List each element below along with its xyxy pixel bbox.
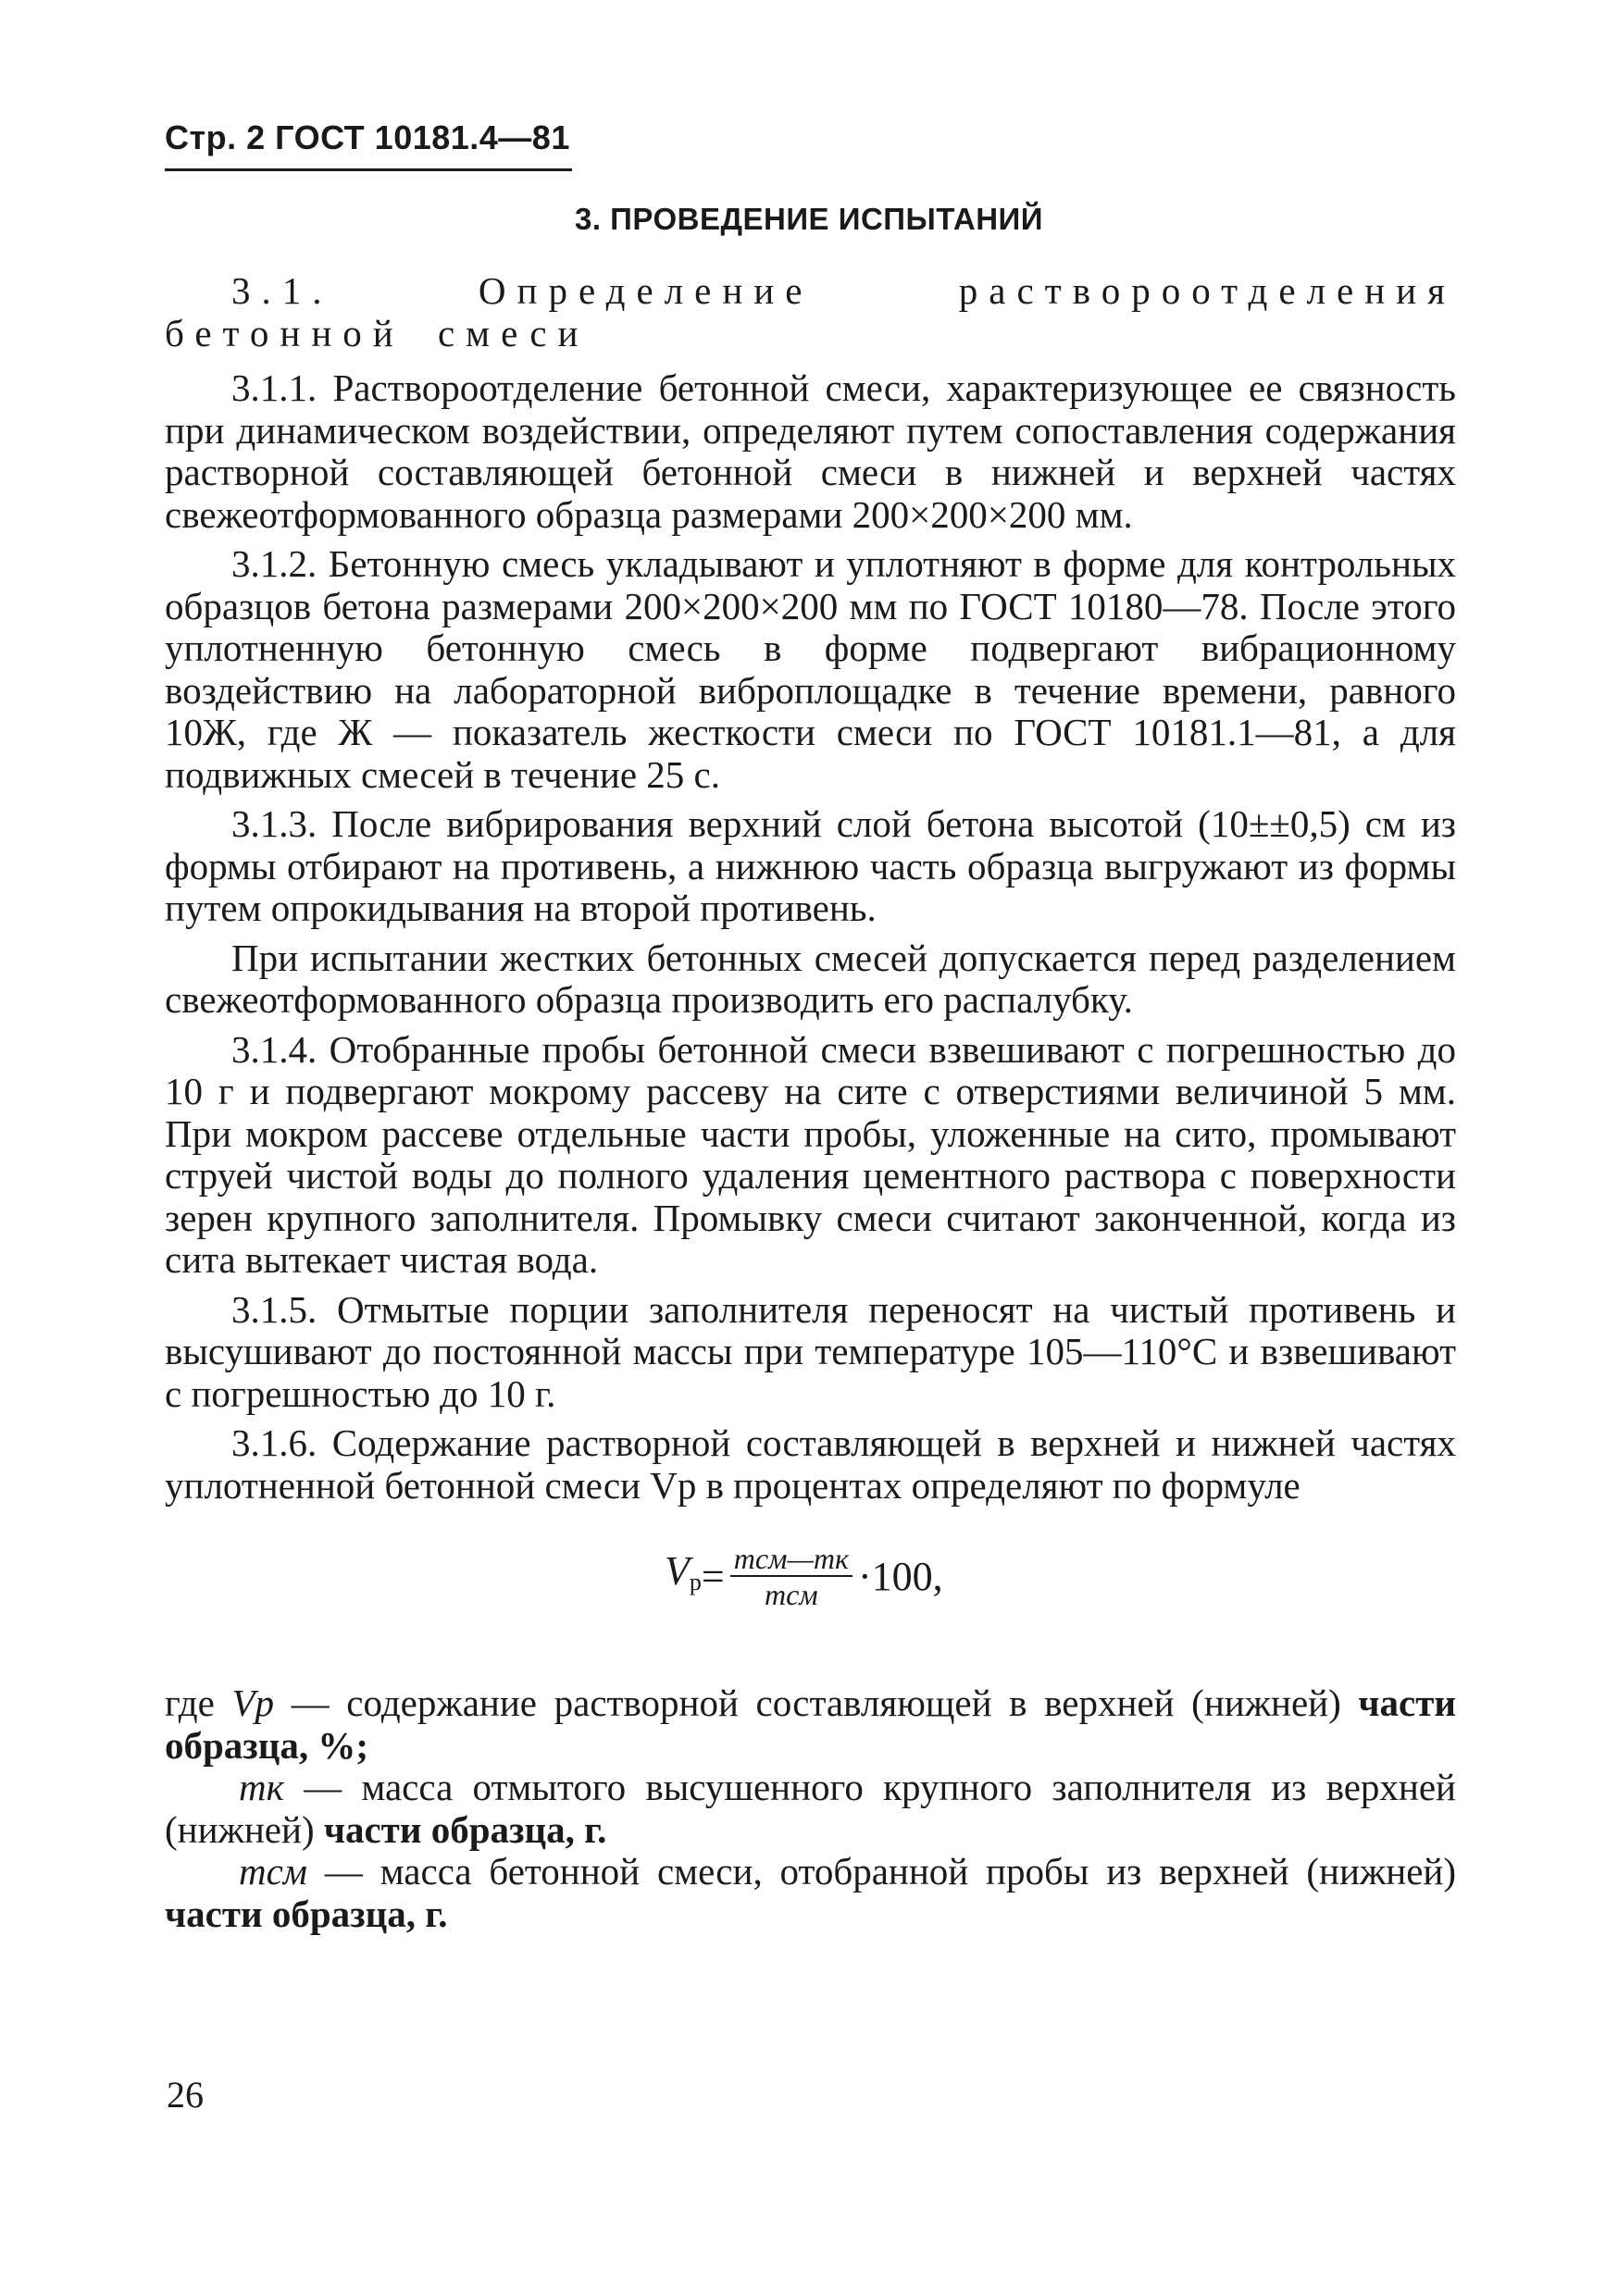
definition-msm: mсм — масса бетонной смеси, отобранной пробы из верхней (нижней) части образца, г. xyxy=(165,1850,1456,1935)
formula-lhs: $V_р$ xyxy=(665,1548,702,1596)
formula-tail: ·100, xyxy=(857,1554,943,1600)
section-title: 3. ПРОВЕДЕНИЕ ИСПЫТАНИЙ xyxy=(574,202,1043,236)
header-rule xyxy=(165,168,572,171)
formula xyxy=(665,1542,943,1612)
definition-vp: где Vр — содержание растворной составляющей в верхней (нижней) части образца, %; xyxy=(165,1682,1457,1767)
page-number: 26 xyxy=(167,2074,204,2116)
formula-equals: = xyxy=(701,1554,725,1600)
paragraph-3-1-3-note: При испытании жестких бетонных смесей допускается перед разделением свежеотформованного образца производить его распалубку. xyxy=(165,936,1456,1021)
paragraph-3-1-5: 3.1.5. Отмытые порции заполнителя переносят на чистый противень и высушивают до постоянной массы при температуре 105—110°С и взвешивают с погрешностью до 10 г. xyxy=(165,1287,1456,1415)
formula-fraction xyxy=(730,1542,853,1612)
paragraph-3-1-1: 3.1.1. Раствороотделение бетонной смеси, характеризующее ее связность при динамическом воздействии, определяют путем сопоставления содержания растворной составляющей бетонной смеси в нижней и верхней частях свежеотформованного образца размерами 200×200×200 мм. xyxy=(165,366,1456,536)
paragraph-3-1-2: 3.1.2. Бетонную смесь укладывают и уплотняют в форме для контрольных образцов бетона размерами 200×200×200 мм по ГОСТ 10180—78. После этого уплотненную бетонную смесь в форме подвергают вибрационному воздействию на лабораторной виброплощадке в течение времени, равного 10Ж, где Ж — показатель жесткости смеси по ГОСТ 10181.1—81, а для подвижных смесей в течение 25 с. xyxy=(165,542,1456,796)
paragraph-3-1-3: 3.1.3. После вибрирования верхний слой бетона высотой (10±±0,5) см из формы отбирают на противень, а нижнюю часть образца выгружают из формы путем опрокидывания на второй противень. xyxy=(165,802,1456,929)
body-text xyxy=(165,270,1456,1935)
formula-block xyxy=(165,1542,1456,1651)
running-title: Стр. 2 ГОСТ 10181.4—81 xyxy=(165,118,570,156)
paragraph-3-1-6: 3.1.6. Содержание растворной составляющей в верхней и нижней частях уплотненной бетонной смеси Vр в процентах определяют по формуле xyxy=(165,1421,1456,1507)
definition-mk: mк — масса отмытого высушенного крупного заполнителя из верхней (нижней) части образца, г. xyxy=(165,1766,1456,1851)
heading-3-1: 3.1. Определение раствороотделения бетонной смеси xyxy=(165,269,1456,354)
formula-denominator: mсм xyxy=(764,1578,818,1611)
paragraph-3-1-4: 3.1.4. Отобранные пробы бетонной смеси взвешивают с погрешностью до 10 г и подвергают мокрому рассеву на сите с отверстиями величиной 5 мм. При мокром рассеве отдельные части пробы, уложенные на сито, промывают струей чистой воды до полного удаления цементного раствора с поверхности зерен крупного заполнителя. Промывку смеси считают законченной, когда из сита вытекает чистая вода. xyxy=(165,1027,1456,1281)
formula-numerator: mсм—mк xyxy=(733,1542,849,1575)
